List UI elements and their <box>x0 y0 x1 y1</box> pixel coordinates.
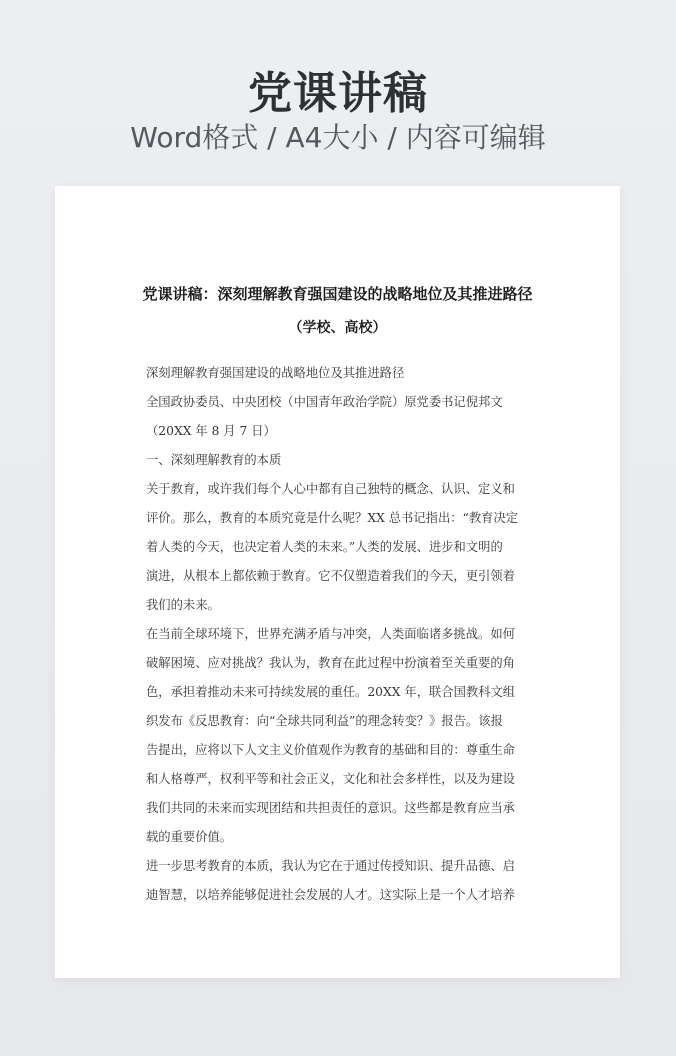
banner-title: 党课讲稿 <box>248 68 428 119</box>
body-line: （20XX 年 8 月 7 日） <box>146 424 276 438</box>
body-line: 迪智慧，以培养能够促进社会发展的人才。这实际上是一个人才培养 <box>146 888 515 902</box>
body-line: 关于教育，或许我们每个人心中都有自己独特的概念、认识、定义和 <box>146 482 515 496</box>
banner-subtitle: Word格式 / A4大小 / 内容可编辑 <box>130 121 546 154</box>
document-page <box>55 186 620 978</box>
body-line: 破解困境、应对挑战？我认为，教育在此过程中扮演着至关重要的角 <box>146 656 515 670</box>
body-line: 载的重要价值。 <box>146 830 233 844</box>
body-line: 色，承担着推动未来可持续发展的重任。20XX 年，联合国教科文组 <box>146 685 516 699</box>
body-line: 评价。那么，教育的本质究竟是什么呢？XX 总书记指出：“教育决定 <box>146 511 519 525</box>
body-line: 在当前全球环境下，世界充满矛盾与冲突，人类面临诸多挑战。如何 <box>146 627 515 641</box>
document-title: 党课讲稿：深刻理解教育强国建设的战略地位及其推进路径 <box>142 285 533 303</box>
body-line: 织发布《反思教育：向“全球共同利益”的理念转变？》报告。该报 <box>146 714 503 728</box>
body-line: 全国政协委员、中央团校（中国青年政治学院）原党委书记倪邦文 <box>146 395 503 409</box>
body-line: 演进，从根本上都依赖于教育。它不仅塑造着我们的今天，更引领着 <box>146 569 515 583</box>
document-body <box>146 363 531 914</box>
body-line: 和人格尊严，权利平等和社会正义，文化和社会多样性，以及为建设 <box>146 772 515 786</box>
document-subtitle: （学校、高校） <box>288 320 387 336</box>
body-line: 告提出，应将以下人文主义价值观作为教育的基础和目的：尊重生命 <box>146 743 515 757</box>
body-line: 我们的未来。 <box>146 598 220 612</box>
body-line: 深刻理解教育强国建设的战略地位及其推进路径 <box>146 366 405 380</box>
section-heading: 一、深刻理解教育的本质 <box>146 453 282 467</box>
body-line: 着人类的今天，也决定着人类的未来。”人类的发展、进步和文明的 <box>146 540 503 554</box>
body-line: 我们共同的未来而实现团结和共担责任的意识。这些都是教育应当承 <box>146 801 515 815</box>
body-line: 进一步思考教育的本质，我认为它在于通过传授知识、提升品德、启 <box>146 859 515 873</box>
